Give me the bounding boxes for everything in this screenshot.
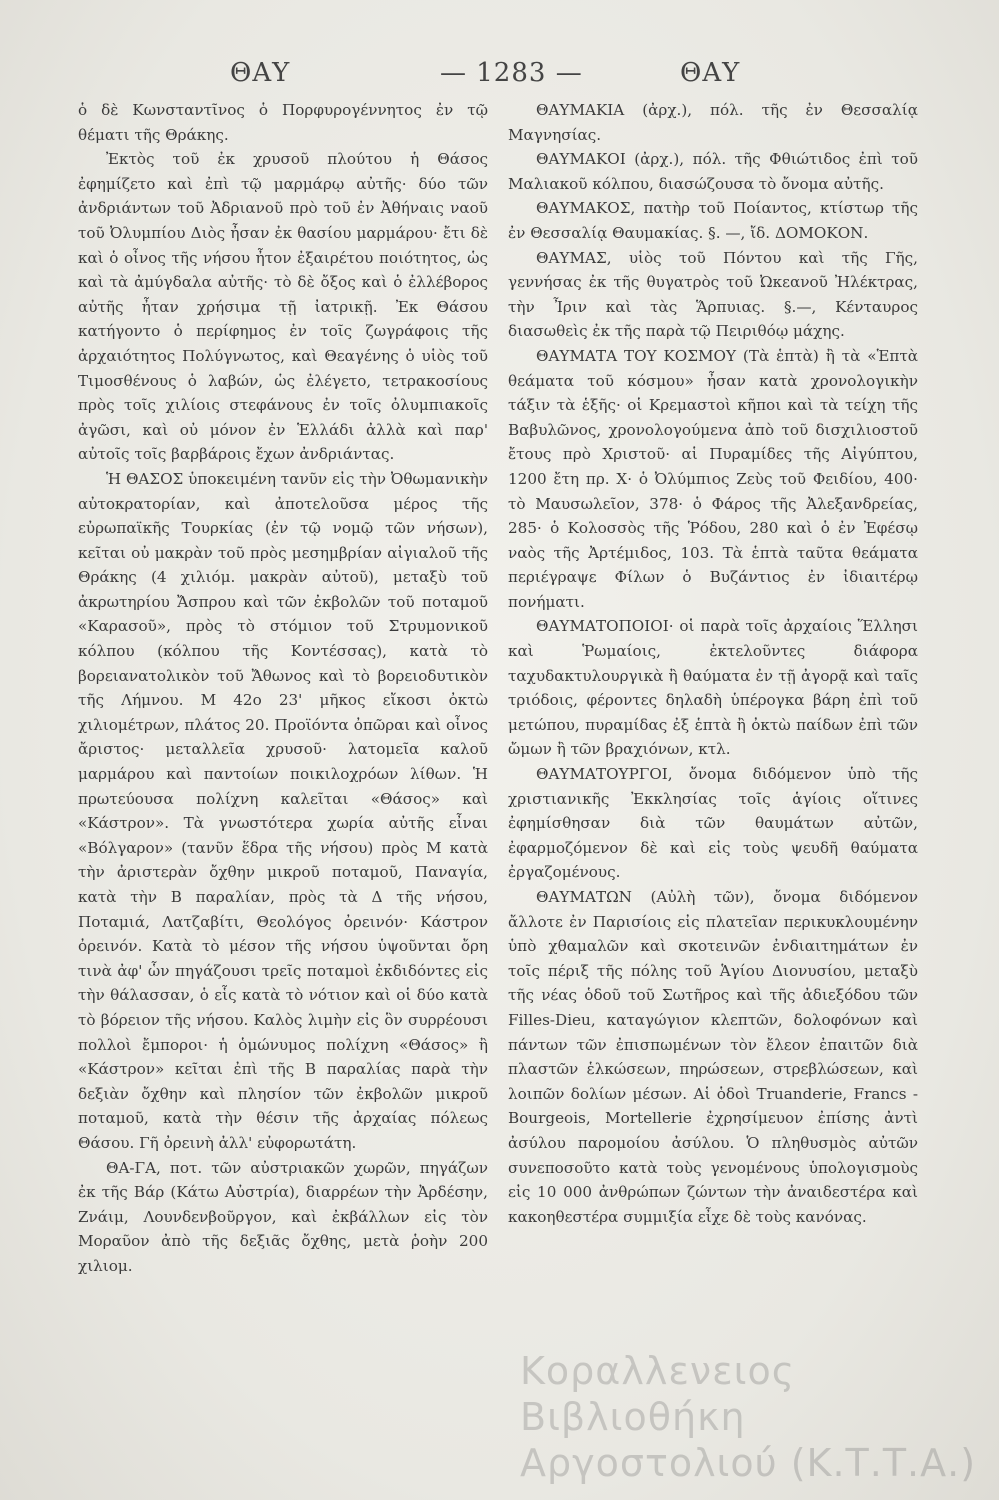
dictionary-entry: ΘΑΥΜΑΤΟΠΟΙΟΙ· οἱ παρὰ τοῖς ἀρχαίοις Ἕλλησι καὶ Ῥωμαίοις, ἐκτελοῦντες διάφορα ταχυδακτυλουργικὰ ἢ θαύματα ἐν τῇ ἀγορᾷ καὶ ταῖς τριόδοις, φέροντες δηλαδὴ ὑπέρογκα βάρη ἐπὶ τοῦ μετώπου, πυραμίδας ἐξ ἑπτὰ ἢ ὀκτὼ παίδων ἐπὶ τῶν ὤμων ἢ τῶν βραχιόνων, κτλ. [508, 617, 918, 759]
left-column [78, 98, 488, 1279]
header-left-guide-word: ΘΑΥ [230, 58, 291, 88]
dictionary-entry: ΘΑΥΜΑΤΑ ΤΟΥ ΚΟΣΜΟΥ (Τὰ ἑπτὰ) ἢ τὰ «Ἑπτὰ θεάματα τοῦ κόσμου» ἦσαν κατὰ χρονολογικὴν τάξιν τὰ ἑξῆς· οἱ Κρεμαστοὶ κῆποι καὶ τὰ τείχη τῆς Βαβυλῶνος, χρονολογούμενα ἀπὸ τοῦ δισχιλιοστοῦ ἔτους πρὸ Χριστοῦ· αἱ Πυραμίδες τῆς Αἰγύπτου, 1200 ἔτη πρ. Χ· ὁ Ὀλύμπιος Ζεὺς τοῦ Φειδίου, 400· τὸ Μαυσωλεῖον, 378· ὁ Φάρος τῆς Ἀλεξανδρείας, 285· ὁ Κολοσσὸς τῆς Ῥόδου, 280 καὶ ὁ ἐν Ἐφέσῳ ναὸς τῆς Ἀρτέμιδος, 103. Τὰ ἑπτὰ ταῦτα θεάματα περιέγραψε Φίλων ὁ Βυζάντιος ἐν ἰδιαιτέρῳ πονήματι. [508, 346, 918, 611]
paragraph: ὁ δὲ Κωνσταντῖνος ὁ Πορφυρογέννητος ἐν τῷ θέματι τῆς Θράκης. [78, 101, 488, 144]
dictionary-entry: ΘΑΥΜΑΚΟΙ (ἀρχ.), πόλ. τῆς Φθιώτιδος ἐπὶ τοῦ Μαλιακοῦ κόλπου, διασώζουσα τὸ ὄνομα αὐτῆς. [508, 150, 918, 193]
page-number: — 1283 — [440, 58, 583, 88]
dictionary-entry: ΘΑΥΜΑΚΙΑ (ἀρχ.), πόλ. τῆς ἐν Θεσσαλίᾳ Μαγνησίας. [508, 101, 918, 144]
page-header [90, 58, 910, 98]
dictionary-entry: ΘΑΥΜΑΣ, υἱὸς τοῦ Πόντου καὶ τῆς Γῆς, γεννήσας ἐκ τῆς θυγατρὸς τοῦ Ὠκεανοῦ Ἠλέκτρας, τὴν Ἶριν καὶ τὰς Ἅρπυιας. §.—, Κένταυρος διασωθεὶς ἐκ τῆς παρὰ τῷ Πειριθόῳ μάχης. [508, 248, 918, 341]
library-watermark [520, 1348, 980, 1486]
right-column [508, 98, 918, 1229]
dictionary-entry: ΘΑΥΜΑΤΟΥΡΓΟΙ, ὄνομα διδόμενον ὑπὸ τῆς χριστιανικῆς Ἐκκλησίας τοῖς ἁγίοις οἵτινες ἐφημίσθησαν διὰ τῶν θαυμάτων αὐτῶν, ἐφαρμοζόμενον δὲ καὶ εἰς τοὺς ψευδῆ θαύματα ἐργαζομένους. [508, 765, 918, 882]
paragraph: Ἡ ΘΑΣΟΣ ὑποκειμένη τανῦν εἰς τὴν Ὀθωμανικὴν αὐτοκρατορίαν, καὶ ἀποτελοῦσα μέρος τῆς εὐρωπαϊκῆς Τουρκίας (ἐν τῷ νομῷ τῶν νήσων), κεῖται οὐ μακρὰν τοῦ πρὸς μεσημβρίαν αἰγιαλοῦ τῆς Θράκης (4 χιλιόμ. μακρὰν αὐτοῦ), μεταξὺ τοῦ ἀκρωτηρίου Ἄσπρου καὶ τῶν ἐκβολῶν τοῦ ποταμοῦ «Καρασοῦ», πρὸς τὸ στόμιον τοῦ Στρυμονικοῦ κόλπου (κόλπου τῆς Κοντέσσας), κατὰ τὸ βορειανατολικὸν τοῦ Ἄθωνος καὶ τὸ βορειοδυτικὸν τῆς Λήμνου. Μ 42ο 23' μῆκος εἴκοσι ὀκτὼ χιλιομέτρων, πλάτος 20. Προϊόντα ὀπῶραι καὶ οἶνος ἄριστος· μεταλλεῖα χρυσοῦ· λατομεῖα καλοῦ μαρμάρου καὶ παντοίων ποικιλοχρόων λίθων. Ἡ πρωτεύουσα πολίχνη καλεῖται «Θάσος» καὶ «Κάστρον». Τὰ γνωστότερα χωρία αὐτῆς εἶναι «Βόλγαρον» (τανῦν ἕδρα τῆς νήσου) πρὸς Μ κατὰ τὴν ἀριστερὰν ὄχθην μικροῦ ποταμοῦ, Παναγία, κατὰ τὴν Β παραλίαν, πρὸς τὰ Δ τῆς νήσου, Ποταμιά, Λατζαβίτι, Θεολόγος ὀρεινόν· Κάστρον ὀρεινόν. Κατὰ τὸ μέσον τῆς νήσου ὑψοῦνται ὄρη τινὰ ἀφ' ὧν πηγάζουσι τρεῖς ποταμοὶ ἐκδιδόντες εἰς τὴν θάλασσαν, ὁ εἷς κατὰ τὸ νότιον καὶ οἱ δύο κατὰ τὸ βόρειον τῆς νήσου. Καλὸς λιμὴν εἰς ὃν συρρέουσι πολλοὶ ἔμποροι· ἡ ὁμώνυμος πολίχνη «Θάσος» ἢ «Κάστρον» κεῖται ἐπὶ τῆς Β παραλίας παρὰ τὴν δεξιὰν ὄχθην καὶ πλησίον τῶν ἐκβολῶν μικροῦ ποταμοῦ, κατὰ τὴν θέσιν τῆς ἀρχαίας πόλεως Θάσου. Γῆ ὀρεινὴ ἀλλ' εὐφορωτάτη. [78, 469, 488, 1152]
dictionary-entry: ΘΑΥΜΑΤΩΝ (Αὐλὴ τῶν), ὄνομα διδόμενον ἄλλοτε ἐν Παρισίοις εἰς πλατεῖαν περικυκλουμένην ὑπὸ χθαμαλῶν καὶ σκοτεινῶν ἐνδιαιτημάτων ἐν τοῖς πέριξ τῆς πόλης τοῦ Ἁγίου Διονυσίου, μεταξὺ τῆς νέας ὁδοῦ τοῦ Σωτῆρος καὶ τῆς ἀδιεξόδου τῶν Filles-Dieu, καταγώγιον κλεπτῶν, δολοφόνων καὶ πάντων τῶν ἐπισπωμένων τὸν ἔλεον ἐπαιτῶν διὰ πλαστῶν ἑλκώσεων, πηρώσεων, στρεβλώσεων, καὶ λοιπῶν δολίων μέσων. Αἱ ὁδοὶ Truanderie, Francs - Bourgeois, Mortellerie ἐχρησίμευον ἐπίσης ἀντὶ ἀσύλου παρομοίου ἀσύλου. Ὁ πληθυσμὸς αὐτῶν συνεποσοῦτο κατὰ τοὺς γενομένους ὑπολογισμοὺς εἰς 10 000 ἀνθρώπων ζώντων τὴν ἀναιδεστέρα καὶ κακοηθεστέρα συμμιξία εἶχε δὲ τοὺς κανόνας. [508, 888, 918, 1226]
watermark-line: Κοραλλενειος Βιβλιοθήκη [520, 1349, 796, 1439]
watermark-line: Αργοστολιού (Κ.Τ.Τ.Α.) [520, 1441, 977, 1485]
header-right-guide-word: ΘΑΥ [680, 58, 741, 88]
dictionary-entry: ΘΑΥΜΑΚΟΣ, πατὴρ τοῦ Ποίαντος, κτίστωρ τῆς ἐν Θεσσαλίᾳ Θαυμακίας. §. —, ἴδ. ΔΟΜΟΚΟΝ. [508, 199, 918, 242]
paragraph: ΘΑ-ΓΑ, ποτ. τῶν αὐστριακῶν χωρῶν, πηγάζων ἐκ τῆς Βάρ (Κάτω Αὐστρία), διαρρέων τὴν Ἀρδέσην, Ζνάιμ, Λουνδενβοῦργον, καὶ ἐκβάλλων εἰς τὸν Μοραῦον ἀπὸ τῆς δεξιᾶς ὄχθης, μετὰ ῥοὴν 200 χιλιομ. [78, 1158, 488, 1275]
paragraph: Ἐκτὸς τοῦ ἐκ χρυσοῦ πλούτου ἡ Θάσος ἐφημίζετο καὶ ἐπὶ τῷ μαρμάρῳ αὐτῆς· δύο τῶν ἀνδριάντων τοῦ Ἀδριανοῦ πρὸ τοῦ ἐν Ἀθήναις ναοῦ τοῦ Ὀλυμπίου Διὸς ἦσαν ἐκ θασίου μαρμάρου· ἔτι δὲ καὶ ὁ οἶνος τῆς νήσου ἦτον ἐξαιρέτου ποιότητος, ὡς καὶ τὰ ἀμύγδαλα αὐτῆς· τὸ δὲ ὄξος καὶ ὁ ἐλλέβορος αὐτῆς ἦταν χρήσιμα τῇ ἰατρικῇ. Ἐκ Θάσου κατήγοντο ὁ περίφημος ἐν τοῖς ζωγράφοις τῆς ἀρχαιότητος Πολύγνωτος, καὶ Θεαγένης ὁ υἱὸς τοῦ Τιμοσθένους ὁ λαβών, ὡς ἐλέγετο, τετρακοσίους πρὸς τοῖς χιλίοις στεφάνους ἐν τοῖς ὀλυμπιακοῖς ἀγῶσι, καὶ οὐ μόνον ἐν Ἑλλάδι ἀλλὰ καὶ παρ' αὐτοῖς τοῖς βαρβάροις ἔχων ἀνδριάντας. [78, 150, 488, 464]
